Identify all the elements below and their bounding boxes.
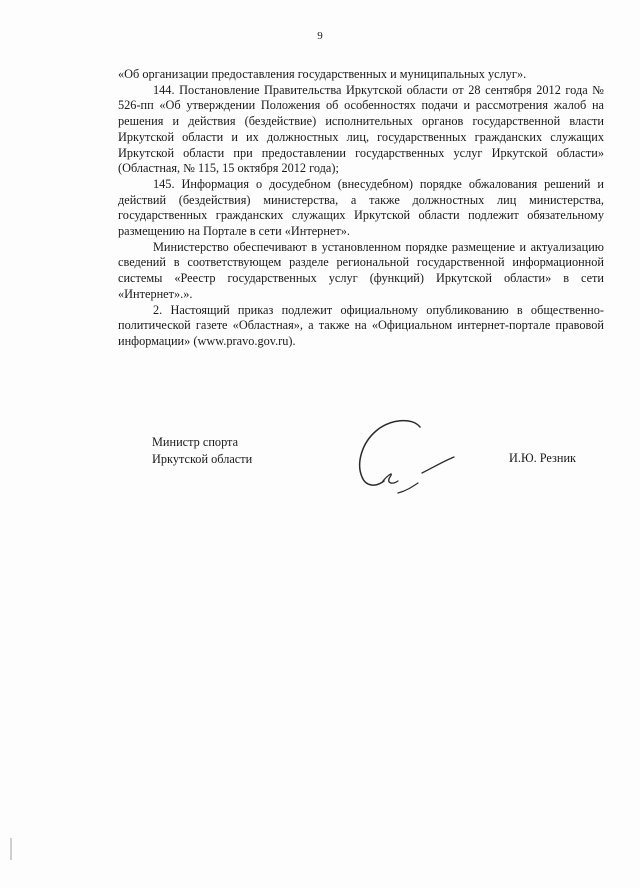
paragraph-publication-order: 2. Настоящий приказ подлежит официальному опубликованию в общественно-политической газете «Областная», а также на «Официальном интернет-портале правовой информации» (www.pravo.gov.ru). — [118, 302, 604, 348]
paragraph-item-144: 144. Постановление Правительства Иркутской области от 28 сентября 2012 года № 526-пп «Об утверждении Положения об особенностях подачи и рассмотрения жалоб на решения и действия (бездействие) исполнительных органов государственной власти Иркутской области и их должностных лиц, государственных гражданских служащих Иркутской области при предоставлении государственных услуг Иркутской области» (Областная, № 115, 15 октября 2012 года); — [118, 82, 604, 176]
page-number: 9 — [317, 30, 323, 42]
signer-position-line-2: Иркутской области — [152, 452, 253, 466]
handwritten-signature — [350, 415, 460, 505]
paragraph-item-145: 145. Информация о досудебном (внесудебном) порядке обжалования решений и действий (бездействия) министерства, а также должностных лиц министерства, государственных гражданских служащих Иркутской области подлежит обязательному размещению на Портале в сети «Интернет». — [118, 176, 604, 239]
document-body — [118, 67, 604, 350]
signer-name: И.Ю. Резник — [509, 451, 577, 465]
paragraph-ministry-duty: Министерство обеспечивают в установленном порядке размещение и актуализацию сведений в соответствующем разделе региональной государственной информационной системы «Реестр государственных услуг (функций) Иркутской области» в сети «Интернет».». — [118, 239, 604, 301]
paragraph-continuation: «Об организации предоставления государственных и муниципальных услуг». — [118, 67, 527, 81]
signer-position — [152, 434, 252, 468]
signer-position-line-1: Министр спорта — [152, 435, 239, 449]
scan-edge-mark — [10, 838, 12, 860]
